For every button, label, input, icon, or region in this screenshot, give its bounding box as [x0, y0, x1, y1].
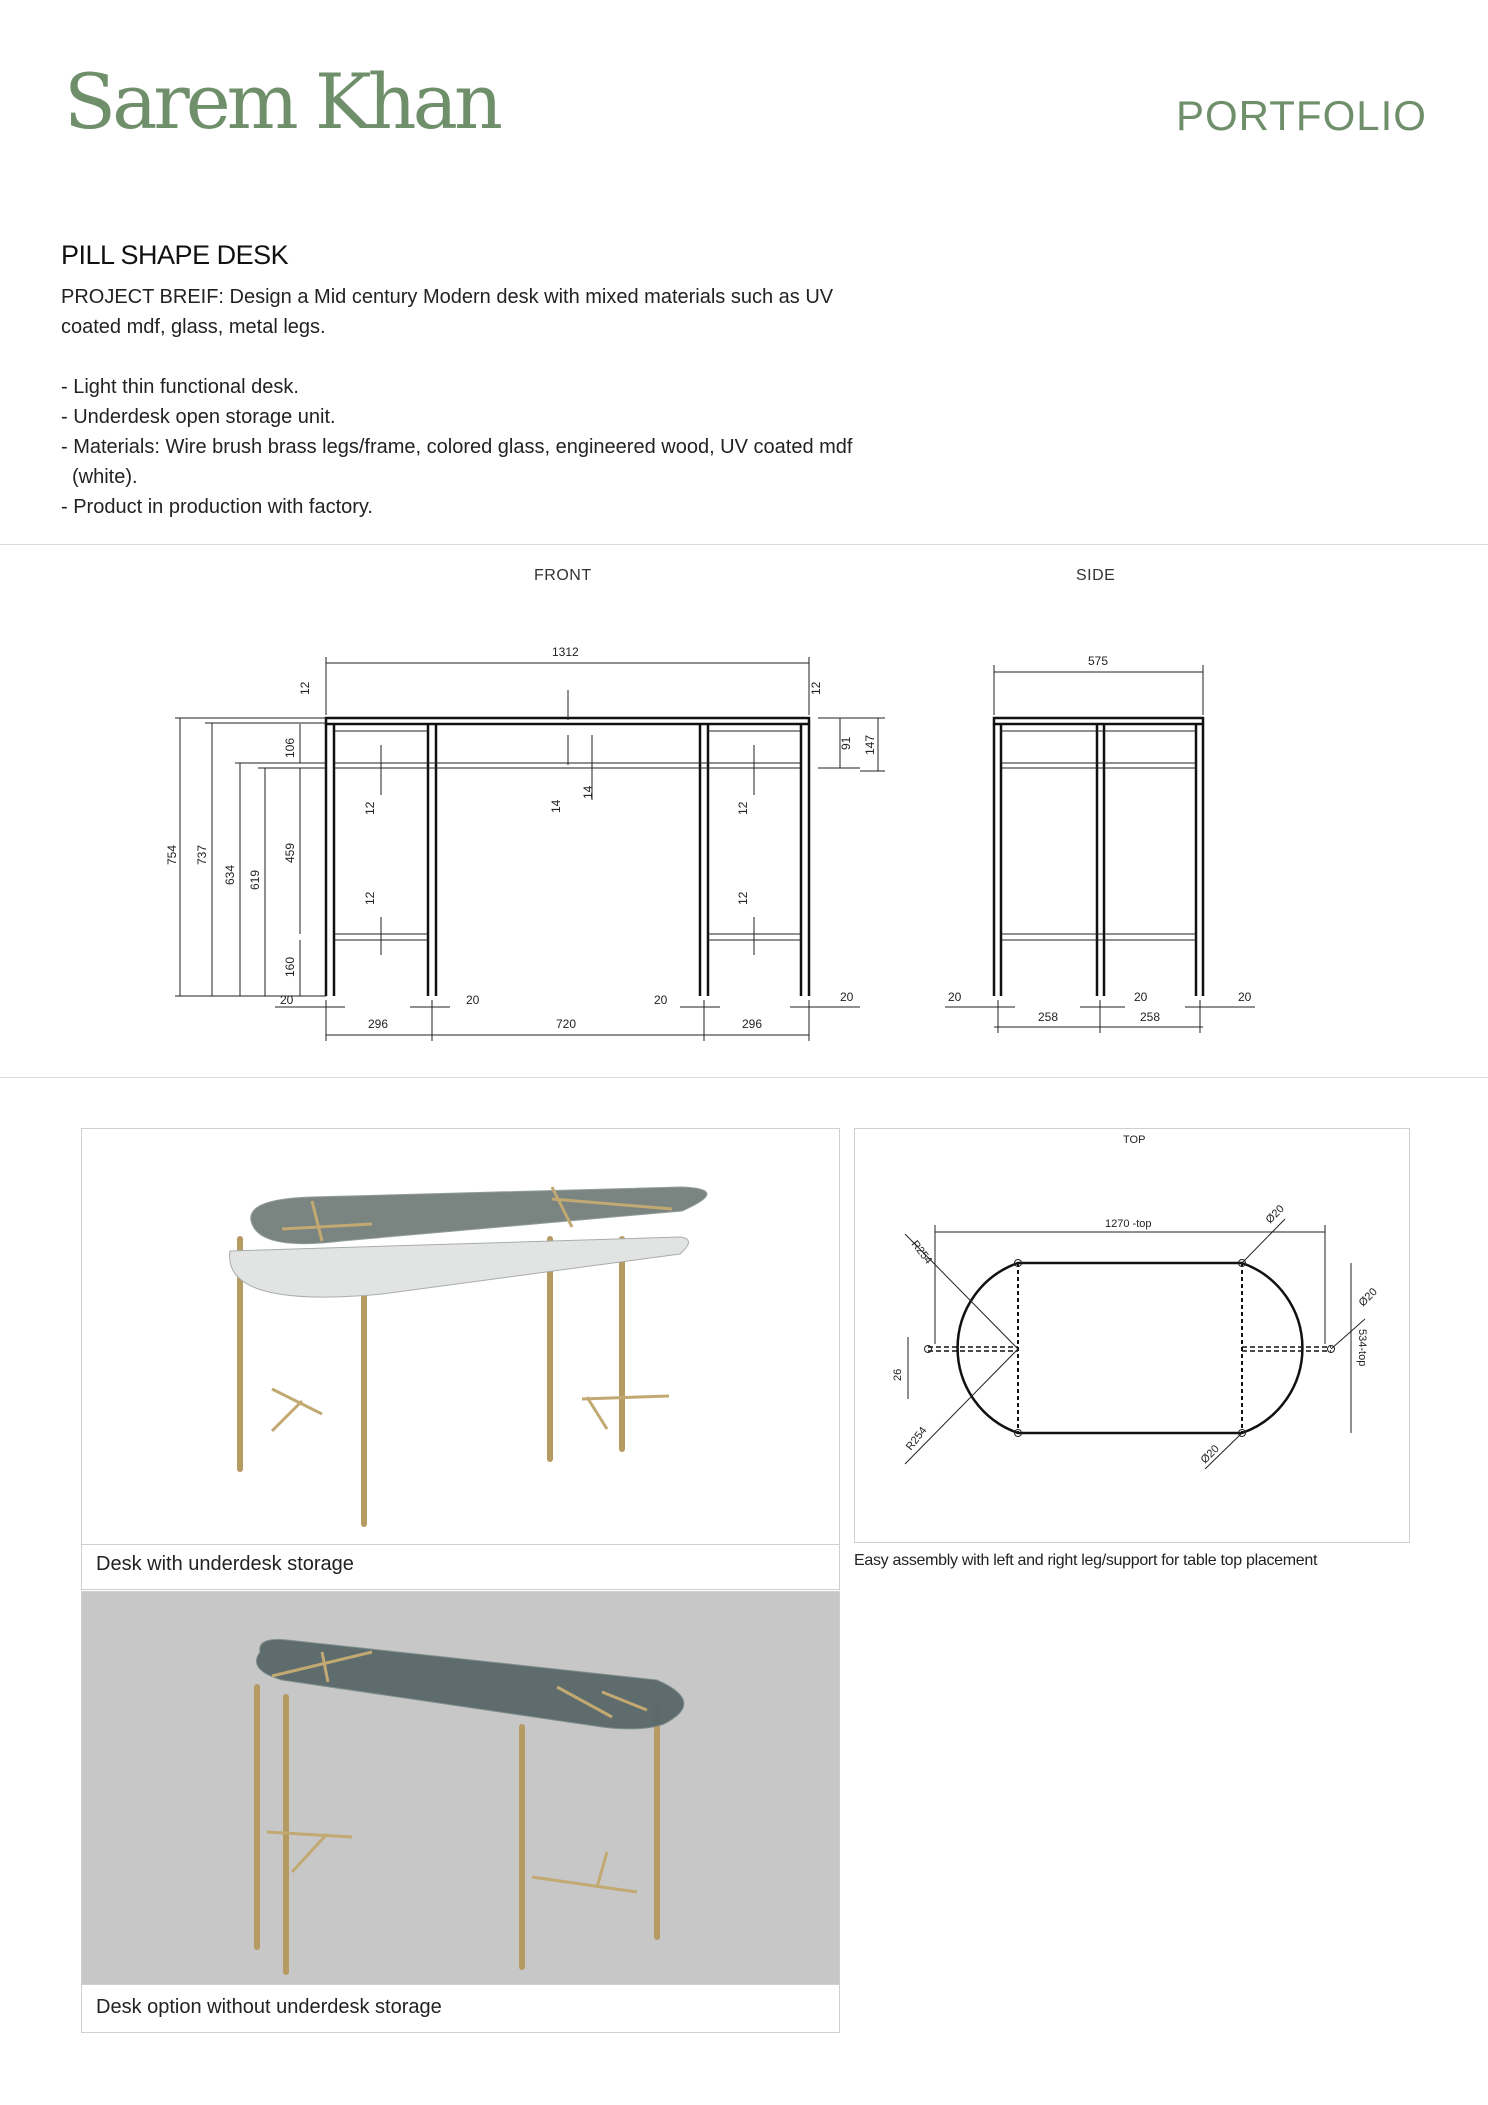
top-dim-dia-c: Ø20: [1356, 1285, 1380, 1310]
dim-width: 1312: [552, 645, 579, 659]
dim-160: 160: [283, 956, 297, 977]
dim-634: 634: [223, 864, 237, 885]
desk-render-with-storage: [82, 1129, 839, 1544]
side-view-label: SIDE: [1076, 567, 1116, 584]
project-brief: PROJECT BREIF: Design a Mid century Modern desk with mixed materials such as UV coated mdf, glass, metal legs.: [61, 286, 834, 338]
top-plan-drawing: [855, 1129, 1409, 1542]
side-dim-20b: 20: [1134, 990, 1148, 1004]
section-label: PORTFOLIO: [1176, 92, 1427, 139]
dim-106: 106: [283, 737, 297, 758]
dim-12c: 12: [736, 801, 750, 815]
side-dim-20c: 20: [1238, 990, 1252, 1004]
top-view-label: TOP: [1123, 1134, 1146, 1146]
dim-leg-20d: 20: [840, 990, 854, 1004]
dim-12d: 12: [736, 891, 750, 905]
front-elevation-drawing: [0, 545, 1488, 1077]
dim-leg-20b: 20: [466, 993, 480, 1007]
dim-296b: 296: [742, 1017, 763, 1031]
top-dim-dia-b: Ø20: [1198, 1442, 1222, 1467]
dim-leg-20c: 20: [654, 993, 668, 1007]
front-view-label: FRONT: [534, 567, 592, 584]
top-dim-dia-a: Ø20: [1263, 1202, 1287, 1227]
technical-drawings: [0, 544, 1488, 1078]
side-dim-258b: 258: [1140, 1010, 1161, 1024]
dim-leg-20a: 20: [280, 993, 294, 1007]
render-with-storage-card: [81, 1128, 840, 1590]
dim-14a: 14: [549, 799, 563, 813]
dim-619: 619: [248, 869, 262, 890]
list-item: - Materials: Wire brush brass legs/frame, colored glass, engineered wood, UV coated mdf (white).: [61, 436, 853, 488]
top-dim-length: 1270 -top: [1105, 1218, 1152, 1230]
top-plan-caption: Easy assembly with left and right leg/support for table top placement: [854, 1552, 1318, 1569]
top-dim-offset: 26: [892, 1368, 904, 1381]
list-item: - Underdesk open storage unit.: [61, 406, 336, 428]
dim-depth: 575: [1088, 654, 1109, 668]
top-dim-radius-a: R254: [908, 1238, 935, 1267]
project-title: PILL SHAPE DESK: [61, 240, 289, 270]
caption-divider: [82, 1544, 839, 1545]
dim-459: 459: [283, 842, 297, 863]
caption-divider: [82, 1984, 839, 1985]
dim-91: 91: [839, 736, 853, 750]
dim-top-right: 12: [809, 681, 823, 695]
render-no-storage-caption: Desk option without underdesk storage: [96, 1996, 442, 2018]
brand-name: Sarem Khan: [64, 57, 499, 146]
top-dim-radius-b: R254: [903, 1424, 930, 1453]
list-item: - Product in production with factory.: [61, 496, 373, 518]
pill-top-outline: [958, 1263, 1303, 1433]
dim-top-left: 12: [298, 681, 312, 695]
desk-render-no-storage: [82, 1592, 839, 1984]
dim-14b: 14: [581, 785, 595, 799]
dim-737: 737: [195, 844, 209, 865]
dim-720: 720: [556, 1017, 577, 1031]
dim-296a: 296: [368, 1017, 389, 1031]
feature-list: [61, 372, 861, 522]
dim-754: 754: [165, 844, 179, 865]
side-desk-outline: [994, 718, 1203, 996]
render-with-storage-caption: Desk with underdesk storage: [96, 1553, 354, 1575]
dim-12a: 12: [363, 801, 377, 815]
top-dim-width: 534-top: [1356, 1329, 1368, 1367]
dim-12b: 12: [363, 891, 377, 905]
dim-147: 147: [863, 734, 877, 755]
top-plan-card: [854, 1128, 1410, 1543]
list-item: - Light thin functional desk.: [61, 376, 299, 398]
side-dim-20a: 20: [948, 990, 962, 1004]
side-dim-258a: 258: [1038, 1010, 1059, 1024]
render-no-storage-card: [81, 1591, 840, 2033]
